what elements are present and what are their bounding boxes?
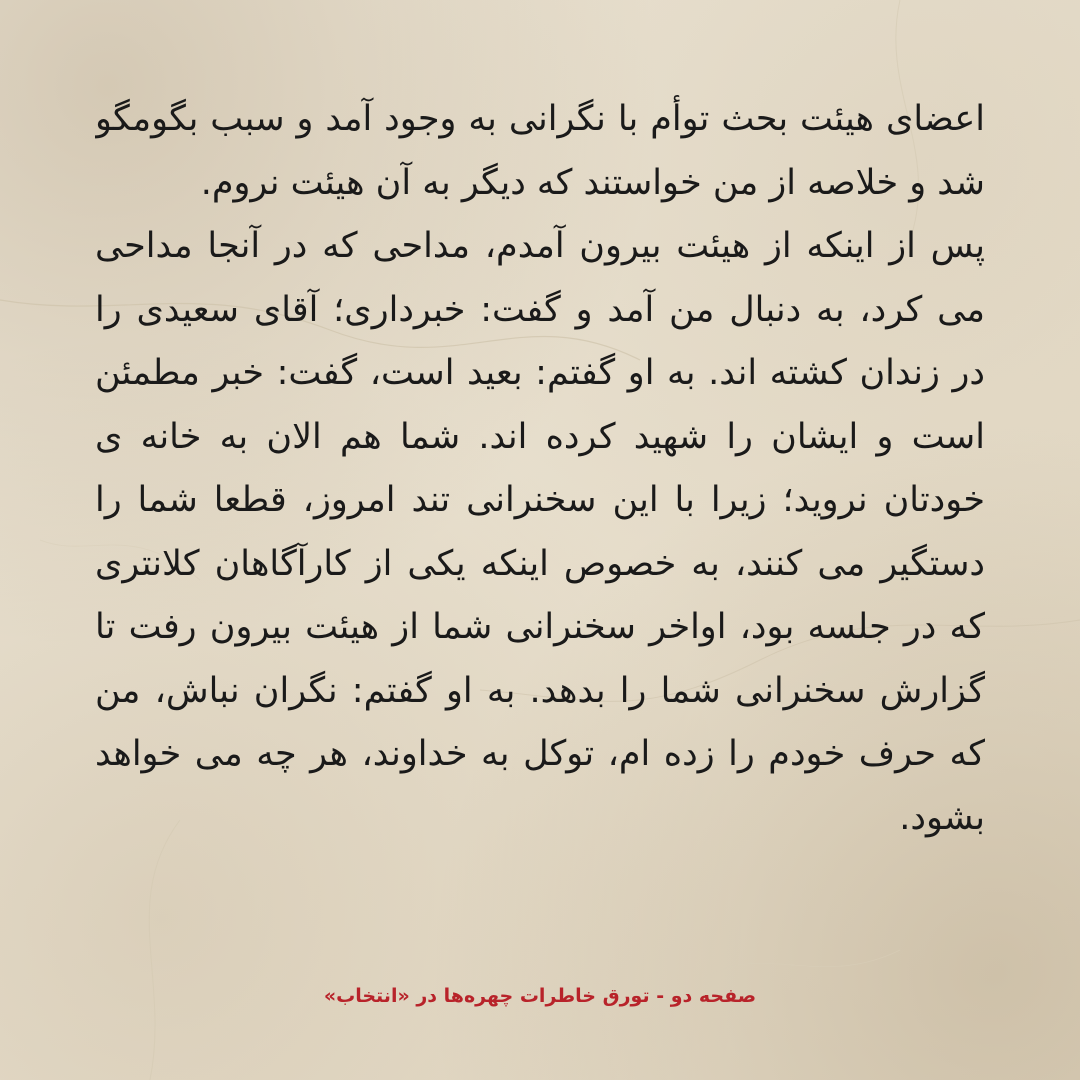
paragraph-2: پس از اینکه از هیئت بیرون آمدم، مداحی که در آنجا مداحی می کرد، به دنبال من آمد و گفت: خبرداری؛ آقای سعیدی را در زندان کشته اند. به او گفتم: بعید است، گفت: خبر مطمئن است و ایشان را شهید کرده اند. شما هم الان به خانه ی خودتان نروید؛ زیرا با این سخنرانی تند امروز، قطعا شما را دستگیر می کنند، به خصوص اینکه یکی از کارآگاهان کلانتری که در جلسه بود، اواخر سخنرانی شما از هیئت بیرون رفت تا گزارش سخنرانی شما را بدهد. به او گفتم: نگران نباش، من که حرف خودم را زده ام، توکل به خداوند، هر چه می خواهد بشود.	[95, 226, 985, 838]
memoir-text	[95, 88, 985, 968]
paragraph-1: اعضای هیئت بحث توأم با نگرانی به وجود آمد و سبب بگومگو شد و خلاصه از من خواستند که دیگر به آن هیئت نروم.	[95, 99, 985, 203]
page-caption: صفحه دو - تورق خاطرات چهره‌ها در «انتخاب»	[323, 985, 757, 1007]
